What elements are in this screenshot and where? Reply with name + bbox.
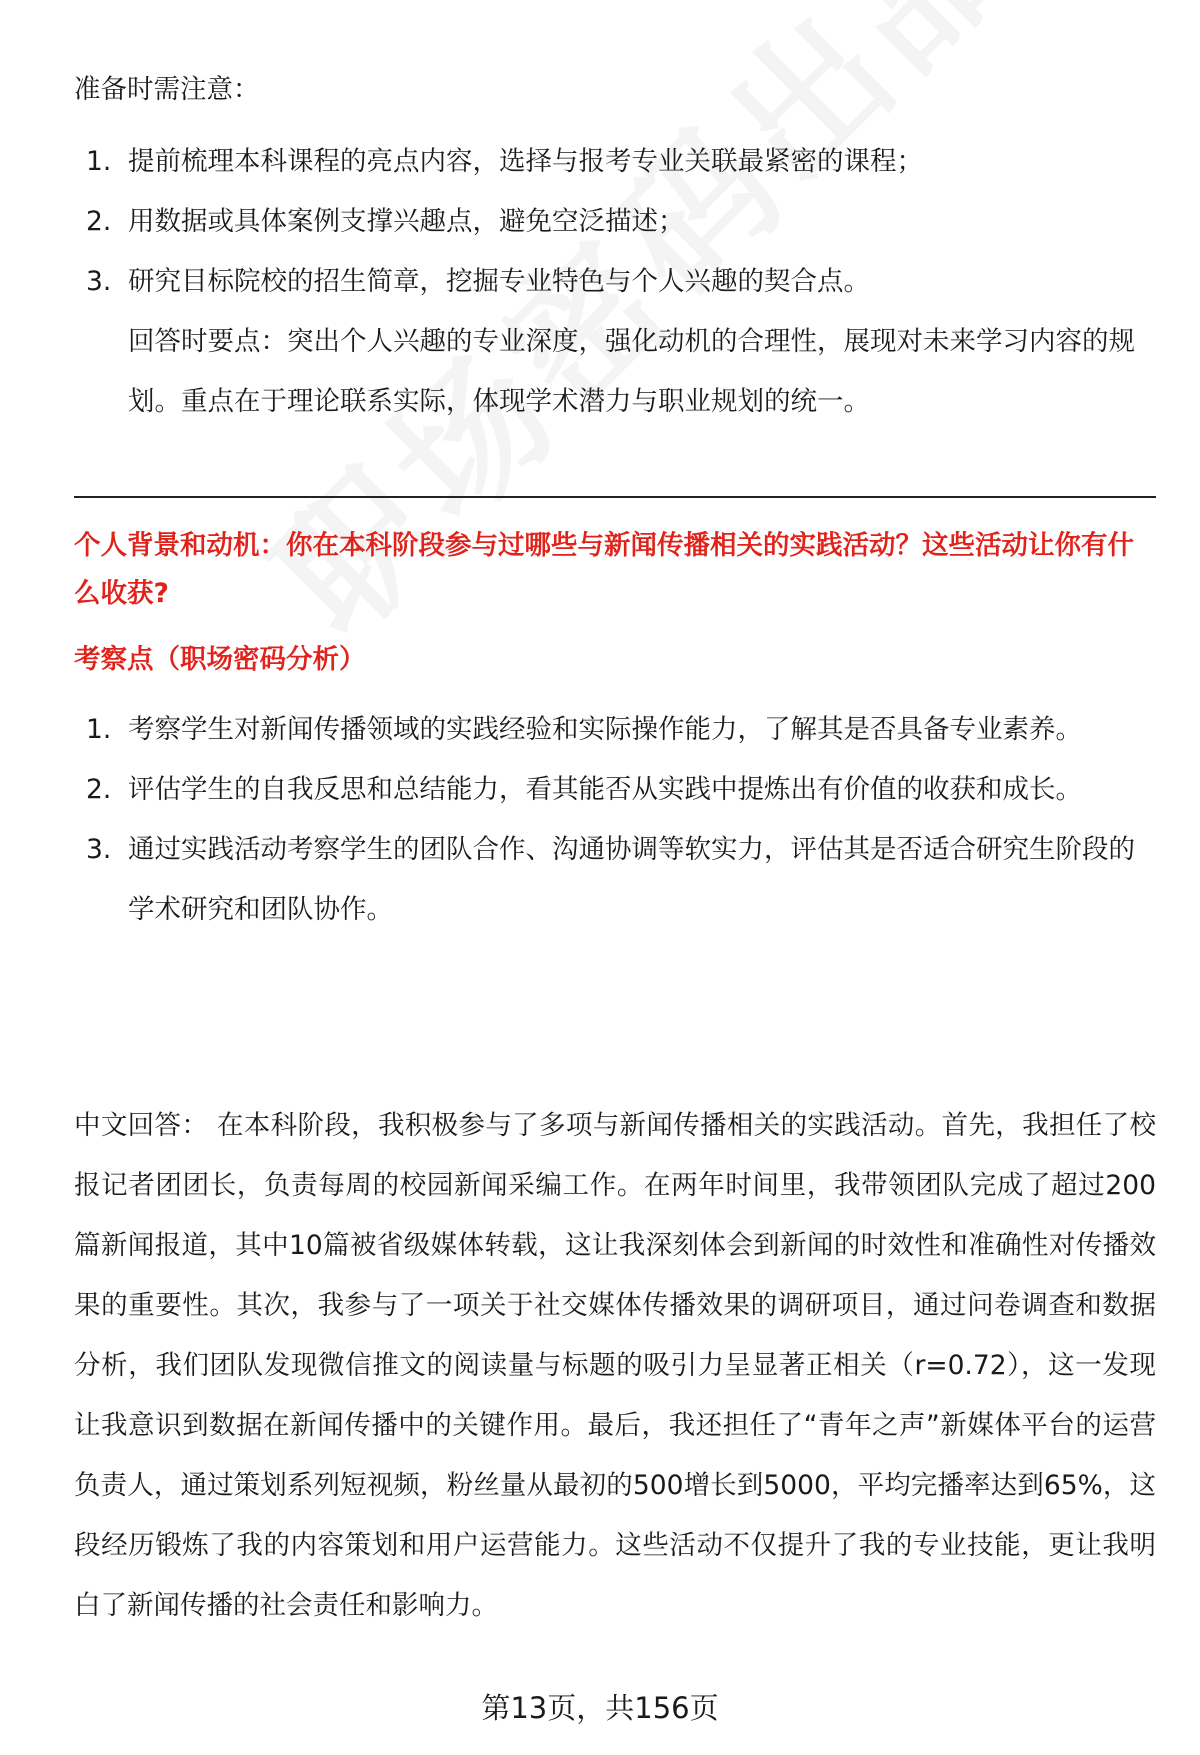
answer-paragraph: 中文回答： 在本科阶段，我积极参与了多项与新闻传播相关的实践活动。首先，我担任了校报记者团团长，负责每周的校园新闻采编工作。在两年时间里，我带领团队完成了超过200篇新闻报道，其中10篇被省级媒体转载，这让我深刻体会到新闻的时效性和准确性对传播效果的重要性。其次，我参与了一项关于社交媒体传播效果的调研项目，通过问卷调查和数据分析，我们团队发现微信推文的阅读量与标题的吸引力呈显著正相关（r=0.72），这一发现让我意识到数据在新闻传播中的关键作用。最后，我还担任了“青年之声”新媒体平台的运营负责人，通过策划系列短视频，粉丝量从最初的500增长到5000，平均完播率达到65%，这段经历锻炼了我的内容策划和用户运营能力。这些活动不仅提升了我的专业技能，更让我明白了新闻传播的社会责任和影响力。 xyxy=(74,1110,1156,1621)
answer-tip: 回答时要点：突出个人兴趣的专业深度，强化动机的合理性，展现对未来学习内容的规划。重点在于理论联系实际，体现学术潜力与职业规划的统一。 xyxy=(128,326,1135,417)
list-text: 用数据或具体案例支撑兴趣点，避免空泛描述； xyxy=(128,206,685,237)
list-number: 2. xyxy=(86,774,112,805)
list-number: 1. xyxy=(86,146,112,177)
list-text: 考察学生对新闻传播领域的实践经验和实际操作能力，了解其是否具备专业素养。 xyxy=(128,714,1082,745)
list-item xyxy=(74,760,1156,820)
analysis-list xyxy=(74,700,1156,940)
list-number: 1. xyxy=(86,714,112,745)
divider xyxy=(74,496,1156,498)
list-item xyxy=(74,192,1156,252)
list-number: 3. xyxy=(86,266,112,297)
list-text: 研究目标院校的招生简章，挖掘专业特色与个人兴趣的契合点。 xyxy=(128,266,870,297)
list-number: 3. xyxy=(86,834,112,865)
question-heading: 个人背景和动机：你在本科阶段参与过哪些与新闻传播相关的实践活动？这些活动让你有什么收获? xyxy=(74,530,1134,609)
list-item xyxy=(74,132,1156,192)
prep-list xyxy=(74,132,1156,432)
list-item xyxy=(74,252,1156,312)
list-item xyxy=(74,700,1156,760)
page-number: 第13页，共156页 xyxy=(481,1691,719,1725)
list-text: 评估学生的自我反思和总结能力，看其能否从实践中提炼出有价值的收获和成长。 xyxy=(128,774,1082,805)
list-item xyxy=(74,820,1156,940)
prep-heading: 准备时需注意： xyxy=(74,74,260,105)
list-text: 提前梳理本科课程的亮点内容，选择与报考专业关联最紧密的课程； xyxy=(128,146,923,177)
analysis-heading: 考察点（职场密码分析） xyxy=(74,644,366,675)
list-number: 2. xyxy=(86,206,112,237)
list-text: 通过实践活动考察学生的团队合作、沟通协调等软实力，评估其是否适合研究生阶段的学术研究和团队协作。 xyxy=(128,834,1135,925)
